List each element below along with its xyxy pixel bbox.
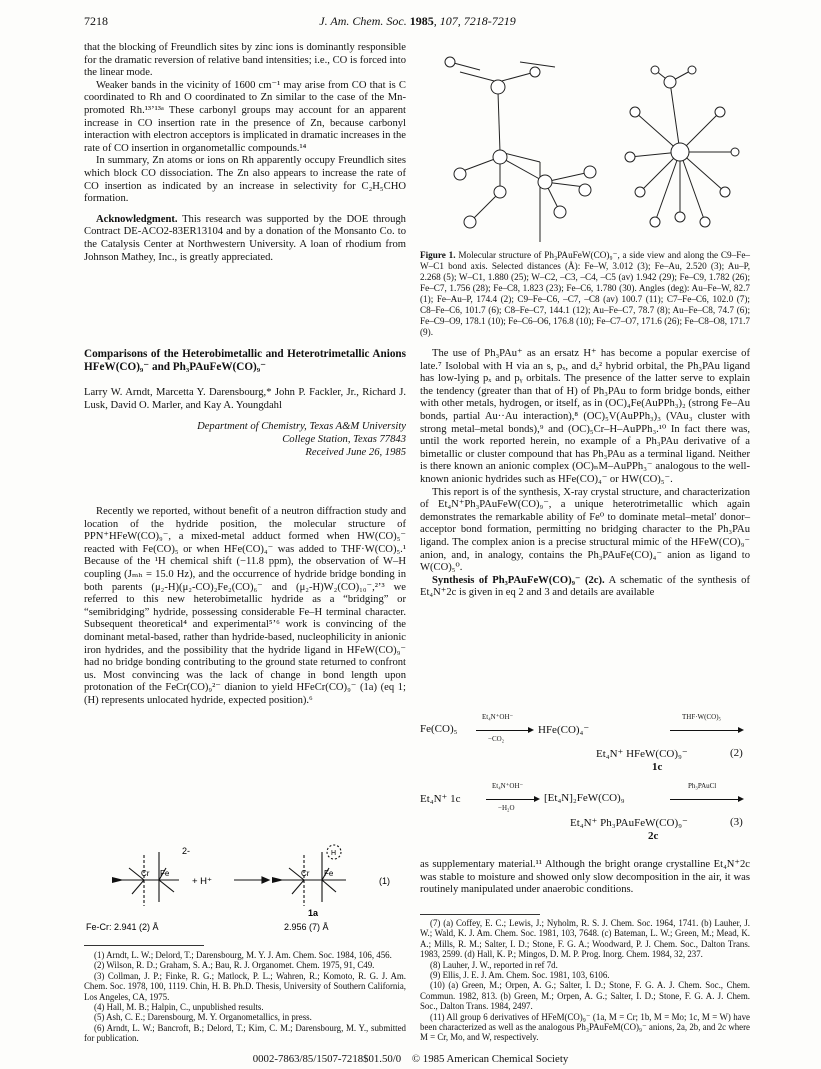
left-column-top [84, 42, 406, 264]
paragraph: that the blocking of Freundlich sites by zinc ions is dominantly responsible for the dramatic reversion of relative band intensities; i.e., CO is forced into the linear mode. [84, 42, 406, 79]
footnote-rule [420, 914, 540, 915]
reference: (5) Ash, C. E.; Darensbourg, M. Y. Organometallics, in press. [94, 1012, 312, 1023]
paragraph: as supplementary material.¹¹ Although the bright orange crystalline Et₄N⁺2c was stable to moisture and showed only slow decomposition in the air, it was routinely manipulated under anaerobic conditions. [420, 859, 750, 896]
reference: (8) Lauher, J. W., reported in ref 7d. [430, 959, 558, 970]
communication-header [84, 348, 406, 459]
compound-label: 1a [308, 908, 319, 918]
received-date: Received June 26, 1985 [305, 447, 406, 458]
right-column-body [420, 348, 750, 600]
paragraph-text: A schematic of the synthesis of Et₄N⁺2c is given in eq 2 and 3 and details are available [420, 574, 750, 599]
paragraph: The use of Ph₃PAu⁺ as an ersatz H⁺ has become a popular exercise of late.⁷ Isolobal with H via an s, pₓ, and dₓ² hybrid orbital, the Ph₃PAu ligand has low-lying pₓ and pᵧ orbitals. The presence of the latter serve to explain the tendency (greater than that of H) of Ph₃PAu to form bridge bonds, either with other metals, hydrogen, or itself, as in (OC)₄Fe(AuPPh₃)₂ (strong Fe–Au bonds, partial Au··Au interaction),⁸ (OC)₅V(AuPPh₃)₃ (VAu₃ cluster with strong metal–metal bonds),⁹ and (OC)₅Cr–H–AuPPh₃.¹⁰ In fact there was, until the work reported herein, no example of a Ph₃PAu derivative of a bimetallic or cluster compound that has Ph₃PAu as a terminal ligand. Neither is there known an anionic complex (OC)ₙM–AuPPh₃⁻ analogous to the well-known anionic hydrides such as HFe(CO)₄⁻ or HW(CO)₅⁻. [420, 348, 750, 485]
eq-reagent: Et₄N⁺OH⁻ [482, 713, 514, 721]
figure-caption [420, 250, 750, 338]
reference: (10) (a) Green, M.; Orpen, A. G.; Salter, I. D.; Stone, F. G. A. J. Chem. Soc., Chem. Commun. 1982, 813. (b) Green, M.; Orpen, A. G.; Salter, I. D.; Stone, F. G. A. J. Chem. Soc., Dalton Trans. 1984, 2497. [420, 980, 750, 1012]
eq-reagent: −H₂O [498, 804, 515, 812]
eq-intermediate: HFe(CO)₄⁻ [538, 724, 590, 736]
eq-reagent: THF·W(CO)₅ [682, 713, 721, 721]
reaction-scheme-eq1 [84, 840, 406, 932]
paragraph: Recently we reported, without benefit of a neutron diffraction study and location of the hydride position, the molecular structure of PPN⁺HFeW(CO)₉⁻, a mixed-metal adduct formed when HW(CO)₅⁻ reacted with Fe(CO)₅ or when HFe(CO)₄⁻ was added to THF·W(CO)₅.¹ Because of the ¹H chemical shift (−11.8 ppm), the observation of W–H coupling (Jₘₕ = 15.0 Hz), and the occurrence of hydride bridge bonding in both parents (μ₂-H)(μ₂-CO)₂Fe₂(CO)₆⁻ and (μ₂-H)W₂(CO)₁₀⁻,²ʼ³ we referred to this new heterobimetallic hydride as a “bridging” or “semibridging” hydride, possessing considerable Fe–H terminal character. Subsequent theoretical⁴ and experimental⁵ʼ⁶ work is convincing of the dominant metal-based, rather than hydride-based, nucleophilicity in anionic iron hydrides, and the possibility that the hydride ligand in HFeW(CO)₉⁻ had no bridge bonding contributing to the ground state returned to confront us. Most convincing was the lack of change in bond length upon protonation of the FeCr(CO)₉²⁻ dianion to yield HFeCr(CO)₉⁻ (1a) (eq 1; (H) represents unlocated hydride, expected position).⁶ [84, 506, 406, 706]
hydride-label: H [331, 850, 337, 857]
journal-citation: J. Am. Chem. Soc. 1985, 107, 7218-7219 [319, 14, 516, 28]
left-column-body [84, 506, 406, 708]
reference: (7) (a) Coffey, E. C.; Lewis, J.; Nyholm, R. S. J. Chem. Soc. 1964, 1741. (b) Lauher, J. W.; Wald, K. J. Am. Chem. Soc. 1981, 103, 7648. (c) Bateman, L. W.; Green, M.; Mead, K. A.; Mills, R. M.; Salter, I. D.; Stone, F. G. A.; Woodward, P. J. Chem. Soc., Dalton Trans. 1983, 2599. (d) Hall, K. P.; Mingos, D. M. P. Prog. Inorg. Chem. 1984, 32, 237. [420, 918, 750, 960]
reference: (4) Hall, M. B.; Halpin, C., unpublished results. [94, 1002, 264, 1013]
section-heading: Synthesis of Ph₃PAuFeW(CO)₉⁻ (2c). [432, 574, 605, 586]
compound-label: 2c [648, 830, 659, 842]
journal-name: J. Am. Chem. Soc. [319, 14, 407, 28]
figure-1-crystal-structure [440, 42, 740, 242]
acknowledgment [84, 214, 406, 264]
running-header [84, 14, 751, 30]
paragraph: This report is of the synthesis, X-ray crystal structure, and characterization of Et₄N⁺Ph₃PAuFeW(CO)₉⁻, a unique heterotrimetallic which again demonstrates the remarkable ability of Fe⁰ to dominate metal–metal′ donor–acceptor bond formation, permitting no bridging character to the Ph₃PAu ligand. The complex anion is a precise structural mimic of the HFeW(CO)₉⁻ anion, and, in analogy, contains the Ph₃PAuFe(CO)₄⁻ anion as ligand to W(CO)₅⁰. [420, 486, 750, 574]
distance-label: Fe-Cr: 2.941 (2) Å [86, 922, 159, 932]
eq-product: Et₄N⁺ HFeW(CO)₉⁻ [596, 748, 688, 760]
figure-caption-text: Molecular structure of Ph₃PAuFeW(CO)₉⁻, a side view and along the C9–Fe–W–C1 bond axis. Selected distances (Å): Fe–W, 3.012 (3); Fe–Au, 2.520 (3); Au–P, 2.268 (5); W–C1, 1.880 (25); W–C2, –C3, –C4, –C5 (av) 1.942 (29); Fe–C9, 1.782 (26); Fe–C7, 1.756 (28); Fe–C8, 1.823 (23); Fe–C6, 1.780 (30). Angles (deg): Au–Fe–W, 82.7 (1); Fe–Au–P, 174.4 (2); C9–Fe–C6, –C7, –C8 (av) 100.7 (11); C7–Fe–C6, 102.0 (7); C8–Fe–C6, 101.7 (6); C8–Fe–C7, 144.1 (12); Au–Fe–C7, 78.7 (8); Au–Fe–C8, 74.7 (6); Fe–C9–O9, 178.1 (10); Fe–C6–O6, 176.8 (10); Fe–C7–O7, 171.6 (26); Fe–C8–O8, 171.7 (9). [420, 250, 751, 337]
reference: (6) Arndt, L. W.; Bancroft, B.; Delord, T.; Kim, C. M.; Darensbourg, M. Y., submitted for publication. [84, 1022, 406, 1044]
affiliation-dept: Department of Chemistry, Texas A&M University [197, 421, 406, 432]
reference: (9) Ellis, J. E. J. Am. Chem. Soc. 1981, 103, 6106. [430, 970, 610, 981]
charge-label: 2- [182, 846, 191, 856]
equation-3 [420, 782, 750, 850]
eq-intermediate: [Et₄N]₂FeW(CO)₉ [544, 792, 625, 804]
proton-label: + H⁺ [192, 876, 213, 887]
compound-label: 1c [652, 761, 663, 773]
journal-volume: 107 [439, 14, 458, 28]
eq-reagent: Et₄N⁺OH⁻ [492, 782, 524, 790]
affiliation-city: College Station, Texas 77843 [282, 434, 406, 445]
references-left [84, 950, 406, 1044]
metal-label: Fe [324, 869, 334, 878]
journal-year: 1985 [409, 14, 434, 28]
reference: (3) Collman, J. P.; Finke, R. G.; Matlock, P. L.; Wahren, R.; Komoto, R. G. J. Am. Chem. Soc. 1978, 100, 1119. Chin, H. B. Ph.D. Thesis, University of Southern California, Los Angeles, CA, 1975. [84, 970, 406, 1002]
paragraph: Weaker bands in the vicinity of 1600 cm⁻¹ may arise from CO that is C coordinated to Rh and O coordinated to Zn similar to the case of the Mn-promoted Rh.¹³ʼ¹³ᵃ These carbonyl groups may account for an apparent increase in CO insertion rate in the presence of Zn, because carbonyl interaction with electron acceptors is implicated in dramatic increases in the rate of CO insertion in organometallic compounds.¹⁴ [84, 79, 406, 154]
eq-reagent: −CO₂ [488, 735, 505, 743]
footnote-rule [84, 945, 204, 946]
paragraph [420, 575, 750, 600]
references-right [420, 918, 750, 1043]
copyright-notice: © 1985 American Chemical Society [411, 1053, 569, 1065]
right-column-end [420, 859, 750, 897]
equation-number: (3) [730, 816, 743, 828]
figure-caption-label: Figure 1. [420, 250, 456, 260]
article-code: 0002-7863/85/1507-7218$01.50/0 [252, 1053, 402, 1065]
acknowledgment-label: Acknowledgment. [96, 213, 178, 225]
equation-number: (1) [379, 876, 390, 886]
author-list: Larry W. Arndt, Marcetta Y. Darensbourg,* John P. Fackler, Jr., Richard J. Lusk, David O. Marler, and Kay A. Youngdahl [84, 387, 406, 411]
eq-product: Et₄N⁺ Ph₃PAuFeW(CO)₉⁻ [570, 817, 688, 829]
eq-reagent: Ph₃PAuCl [688, 782, 717, 790]
paragraph: In summary, Zn atoms or ions on Rh apparently occupy Freundlich sites which block CO dissociation. The Zn also appears to increase the rate of CO insertion as indicated by an increase in selectivity for C₂H₅CHO formation. [84, 155, 406, 205]
reference: (2) Wilson, R. D.; Graham, S. A.; Bau, R. J. Organomet. Chem. 1975, 91, C49. [94, 960, 375, 971]
page-number: 7218 [84, 14, 108, 28]
eq-reactant: Et₄N⁺ 1c [420, 793, 461, 805]
eq-reactant: Fe(CO)₅ [420, 723, 458, 735]
metal-label: Cr [301, 869, 310, 878]
page-footer [0, 1053, 821, 1065]
equation-2 [420, 713, 750, 777]
acknowledgment-text: This research was supported by the DOE through Contract DE-ACO2-83ER13104 and by a donation of the Monsanto Co. to the Catalysis Center at Northwestern University. A loan of rhodium from Johnson Mathey, Inc., is greatly appreciated. [84, 213, 406, 263]
metal-label: Cr [141, 869, 150, 878]
equation-number: (2) [730, 747, 743, 759]
journal-pages: 7218-7219 [463, 14, 516, 28]
reference: (1) Arndt, L. W.; Delord, T.; Darensbourg, M. Y. J. Am. Chem. Soc. 1984, 106, 456. [94, 950, 392, 960]
distance-label: 2.956 (7) Å [284, 922, 329, 932]
article-title: Comparisons of the Heterobimetallic and Heterotrimetallic Anions HFeW(CO)₉⁻ and Ph₃PAuFeW(CO)₉⁻ [84, 348, 406, 373]
metal-label: Fe [160, 869, 170, 878]
reference: (11) All group 6 derivatives of HFeM(CO)₉⁻ (1a, M = Cr; 1b, M = Mo; 1c, M = W) have been characterized as well as the analogous Ph₃PAuFeM(CO)₉⁻ anions, 2a, 2b, and 2c where M = Cr, Mo, and W, respectively. [420, 1011, 750, 1043]
